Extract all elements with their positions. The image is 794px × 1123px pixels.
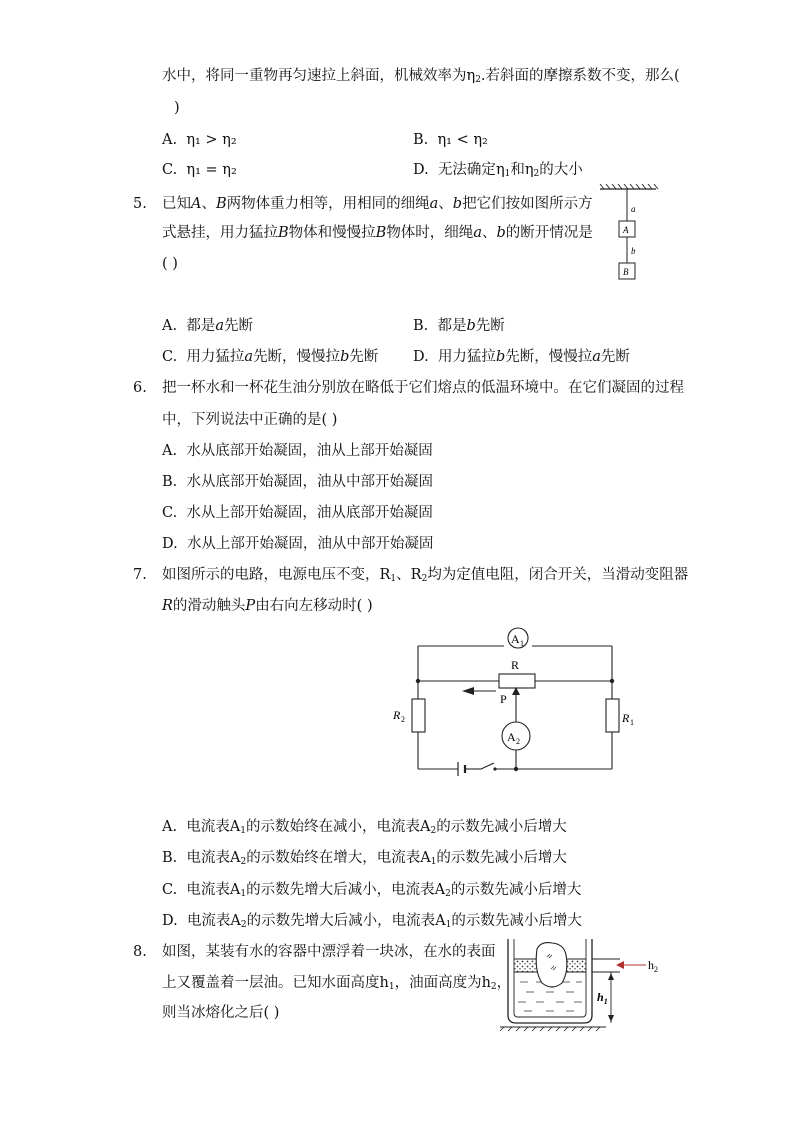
text: 两物体重力相等，用相同的细绳 bbox=[226, 196, 430, 212]
subscript: 2 bbox=[533, 169, 540, 179]
subscript: 1 bbox=[388, 982, 395, 992]
option-text: 的示数先减小后增大 bbox=[450, 882, 582, 898]
left-arrow-icon bbox=[462, 687, 474, 695]
option-letter: B. bbox=[162, 850, 178, 866]
text: ， bbox=[496, 975, 512, 991]
text: 、 bbox=[201, 196, 216, 212]
option-letter: A. bbox=[162, 443, 178, 459]
option-text: 水从底部开始凝固，油从中部开始凝固 bbox=[186, 474, 433, 490]
q4-text-a: 水中，将同一重物再匀速拉上斜面，机械效率为 bbox=[162, 68, 467, 84]
var: a bbox=[429, 196, 439, 212]
option-letter: D. bbox=[413, 162, 429, 178]
text: 已知 bbox=[162, 196, 191, 212]
subscript: 2 bbox=[445, 889, 451, 899]
subscript: 2 bbox=[240, 857, 247, 867]
q8-number: 8. bbox=[133, 944, 147, 960]
option-text: 的示数始终在减小，电流表A bbox=[246, 819, 431, 835]
var: a bbox=[244, 349, 254, 365]
option-text: 先断 bbox=[600, 349, 630, 365]
q5-option-d[interactable] bbox=[413, 347, 630, 367]
subscript: 1 bbox=[520, 639, 524, 648]
option-text: 的示数先减小后增大 bbox=[436, 850, 567, 866]
var: a bbox=[473, 225, 482, 241]
q5-option-b[interactable] bbox=[413, 316, 505, 336]
option-text: 的示数先增大后减小，电流表A bbox=[246, 913, 446, 929]
option-letter: C. bbox=[162, 882, 178, 898]
rheostat-label: R bbox=[511, 658, 520, 672]
var: B bbox=[278, 225, 289, 241]
q6-option-a[interactable] bbox=[162, 441, 433, 461]
subscript: 1 bbox=[445, 920, 452, 930]
subscript: 1 bbox=[430, 857, 437, 867]
q4-option-d[interactable] bbox=[413, 160, 583, 184]
q6-number: 6. bbox=[133, 380, 147, 396]
var: B bbox=[375, 225, 387, 241]
option-text: 用力猛拉 bbox=[186, 349, 245, 365]
subscript: 2 bbox=[654, 965, 658, 974]
ice-container-figure bbox=[496, 935, 672, 1031]
subscript: 2 bbox=[516, 737, 520, 746]
option-letter: B. bbox=[413, 318, 429, 334]
text: 由右向左移动时( ) bbox=[255, 598, 373, 614]
rope-b-label: b bbox=[631, 246, 636, 256]
option-text: 电流表A bbox=[186, 850, 241, 866]
option-text: 和 bbox=[510, 162, 525, 178]
var: b bbox=[495, 349, 506, 365]
q7-option-c[interactable] bbox=[162, 880, 581, 904]
q5-line-3: ( ) bbox=[162, 256, 178, 272]
text: 物体和慢慢拉 bbox=[288, 225, 376, 241]
option-text: 电流表A bbox=[186, 882, 241, 898]
option-text: 都是 bbox=[186, 318, 216, 334]
var: a bbox=[592, 349, 601, 365]
var: b bbox=[452, 196, 463, 212]
text: 的滑动触头 bbox=[172, 598, 246, 614]
option-text: 水从底部开始凝固，油从上部开始凝固 bbox=[186, 443, 433, 459]
block-a-label: A bbox=[623, 225, 629, 235]
height-symbol: h bbox=[597, 990, 604, 1004]
symbol: R bbox=[379, 567, 391, 583]
q4-option-b[interactable] bbox=[413, 130, 488, 150]
option-text: 电流表A bbox=[186, 819, 241, 835]
q4-option-c[interactable] bbox=[162, 160, 237, 180]
eta-symbol: η bbox=[524, 162, 534, 178]
option-text: η₁ < η₂ bbox=[437, 132, 488, 148]
text: 式悬挂，用力猛拉 bbox=[162, 225, 278, 241]
q6-option-c[interactable] bbox=[162, 503, 433, 523]
option-letter: D. bbox=[413, 349, 429, 365]
var: A bbox=[191, 196, 202, 212]
h2-label bbox=[648, 958, 658, 974]
subscript: 1 bbox=[603, 997, 608, 1006]
text: 均为定值电阻，闭合开关，当滑动变阻器 bbox=[427, 567, 689, 583]
option-text: 先断，慢慢拉 bbox=[505, 349, 593, 365]
symbol: R bbox=[410, 567, 422, 583]
resistor-r1 bbox=[606, 699, 619, 732]
subscript: 1 bbox=[390, 574, 397, 584]
q5-number: 5. bbox=[133, 196, 147, 212]
ice-block bbox=[536, 943, 567, 987]
subscript: 2 bbox=[490, 982, 497, 992]
option-text: 先断 bbox=[223, 318, 253, 334]
var: a bbox=[215, 318, 224, 334]
hanging-blocks-figure bbox=[598, 184, 660, 284]
option-text: 的示数先减小后增大 bbox=[451, 913, 582, 929]
var: b bbox=[466, 318, 476, 334]
option-letter: D. bbox=[162, 913, 178, 929]
option-letter: A. bbox=[162, 819, 178, 835]
text: 、 bbox=[438, 196, 453, 212]
q7-option-d[interactable] bbox=[162, 911, 582, 935]
var: b bbox=[340, 349, 350, 365]
option-letter: D. bbox=[162, 536, 178, 552]
resistor-label: R bbox=[393, 708, 401, 722]
subscript: 2 bbox=[421, 574, 428, 584]
resistor-label: R bbox=[622, 711, 630, 725]
q4-continuation: 水中，将同一重物再匀速拉上斜面，机械效率为$\eta_2$.若斜面的摩擦系数不变，那么( bbox=[162, 68, 680, 85]
q7-line-1: 如图所示的电路，电源电压不变，$R_1$、$R_2$均为定值电阻，闭合开关，当滑动变阻器 bbox=[162, 567, 689, 584]
q8-line-1: 如图，某装有水的容器中漂浮着一块冰，在水的表面 bbox=[162, 944, 496, 960]
text: ，油面高度为h bbox=[394, 975, 491, 991]
q6-option-b[interactable] bbox=[162, 472, 433, 492]
option-letter: A. bbox=[162, 132, 178, 148]
subscript: 2 bbox=[401, 715, 405, 724]
option-text: 先断，慢慢拉 bbox=[253, 349, 341, 365]
subscript: 1 bbox=[504, 169, 511, 179]
q7-number: 7. bbox=[133, 567, 147, 583]
q5-option-a[interactable] bbox=[162, 316, 253, 336]
var: R bbox=[162, 598, 173, 614]
option-text: 无法确定 bbox=[437, 162, 496, 178]
text: 物体时，细绳 bbox=[386, 225, 474, 241]
resistor-r2 bbox=[412, 699, 425, 732]
subscript: 1 bbox=[240, 826, 247, 836]
option-text: η₁ > η₂ bbox=[186, 132, 237, 148]
q6-line-1: 把一杯水和一杯花生油分别放在略低于它们熔点的低温环境中。在它们凝固的过程 bbox=[162, 380, 684, 396]
option-letter: C. bbox=[162, 162, 178, 178]
option-letter: B. bbox=[162, 474, 178, 490]
option-letter: C. bbox=[162, 505, 178, 521]
text: 、 bbox=[481, 225, 497, 241]
var: B bbox=[215, 196, 227, 212]
option-text: 电流表A bbox=[186, 913, 241, 929]
option-text: 都是 bbox=[437, 318, 467, 334]
option-text: 的大小 bbox=[539, 162, 583, 178]
q5-line-2 bbox=[162, 223, 593, 243]
option-text: 水从上部开始凝固，油从底部开始凝固 bbox=[186, 505, 433, 521]
option-text: 的示数先减小后增大 bbox=[436, 819, 567, 835]
q6-option-d[interactable] bbox=[162, 534, 433, 554]
option-text: 用力猛拉 bbox=[437, 349, 496, 365]
subscript: 2 bbox=[430, 826, 437, 836]
q5-option-c[interactable] bbox=[162, 347, 378, 367]
height-symbol: h bbox=[648, 958, 654, 972]
q5-line-1 bbox=[162, 194, 593, 214]
rheostat bbox=[499, 674, 535, 688]
q7-option-a[interactable] bbox=[162, 817, 567, 841]
q7-option-b[interactable] bbox=[162, 848, 567, 872]
var: b bbox=[496, 225, 506, 241]
h1-label bbox=[597, 990, 608, 1006]
option-text: η₁ = η₂ bbox=[186, 162, 237, 178]
text: 上又覆盖着一层油。已知水面高度h bbox=[162, 975, 389, 991]
option-text: 水从上部开始凝固，油从中部开始凝固 bbox=[186, 536, 434, 552]
subscript: 1 bbox=[240, 889, 247, 899]
slider-label: P bbox=[500, 692, 507, 706]
q8-line-3: 则当冰熔化之后( ) bbox=[162, 1005, 280, 1021]
q4-option-a[interactable] bbox=[162, 130, 237, 150]
subscript: 2 bbox=[475, 75, 481, 85]
subscript: 1 bbox=[630, 718, 634, 727]
text: 的断开情况是 bbox=[505, 225, 593, 241]
option-text: 的示数先增大后减小，电流表A bbox=[246, 882, 446, 898]
eta-symbol: η bbox=[466, 68, 476, 84]
ammeter-label: A bbox=[511, 632, 520, 646]
text: 把它们按如图所示方 bbox=[462, 196, 593, 212]
q6-line-2: 中，下列说法中正确的是( ) bbox=[162, 412, 338, 428]
q7-line-2 bbox=[162, 596, 373, 616]
text: 如图所示的电路，电源电压不变， bbox=[162, 567, 380, 583]
eta-symbol: η bbox=[495, 162, 505, 178]
q4-text-b: 若斜面的摩擦系数不变，那么( bbox=[485, 68, 680, 84]
option-letter: C. bbox=[162, 349, 178, 365]
var: P bbox=[245, 598, 256, 614]
option-letter: A. bbox=[162, 318, 178, 334]
rope-a-label: a bbox=[631, 204, 636, 214]
q4-paren-close: ) bbox=[174, 100, 180, 116]
q8-line-2 bbox=[162, 973, 511, 997]
block-b-label: B bbox=[623, 267, 629, 277]
ammeter-label: A bbox=[507, 730, 516, 744]
option-letter: B. bbox=[413, 132, 429, 148]
subscript: 2 bbox=[240, 920, 247, 930]
switch-icon bbox=[481, 763, 494, 769]
option-text: 先断 bbox=[475, 318, 505, 334]
option-text: 的示数始终在增大，电流表A bbox=[246, 850, 431, 866]
circuit-diagram bbox=[386, 624, 636, 776]
option-text: 先断 bbox=[349, 349, 379, 365]
